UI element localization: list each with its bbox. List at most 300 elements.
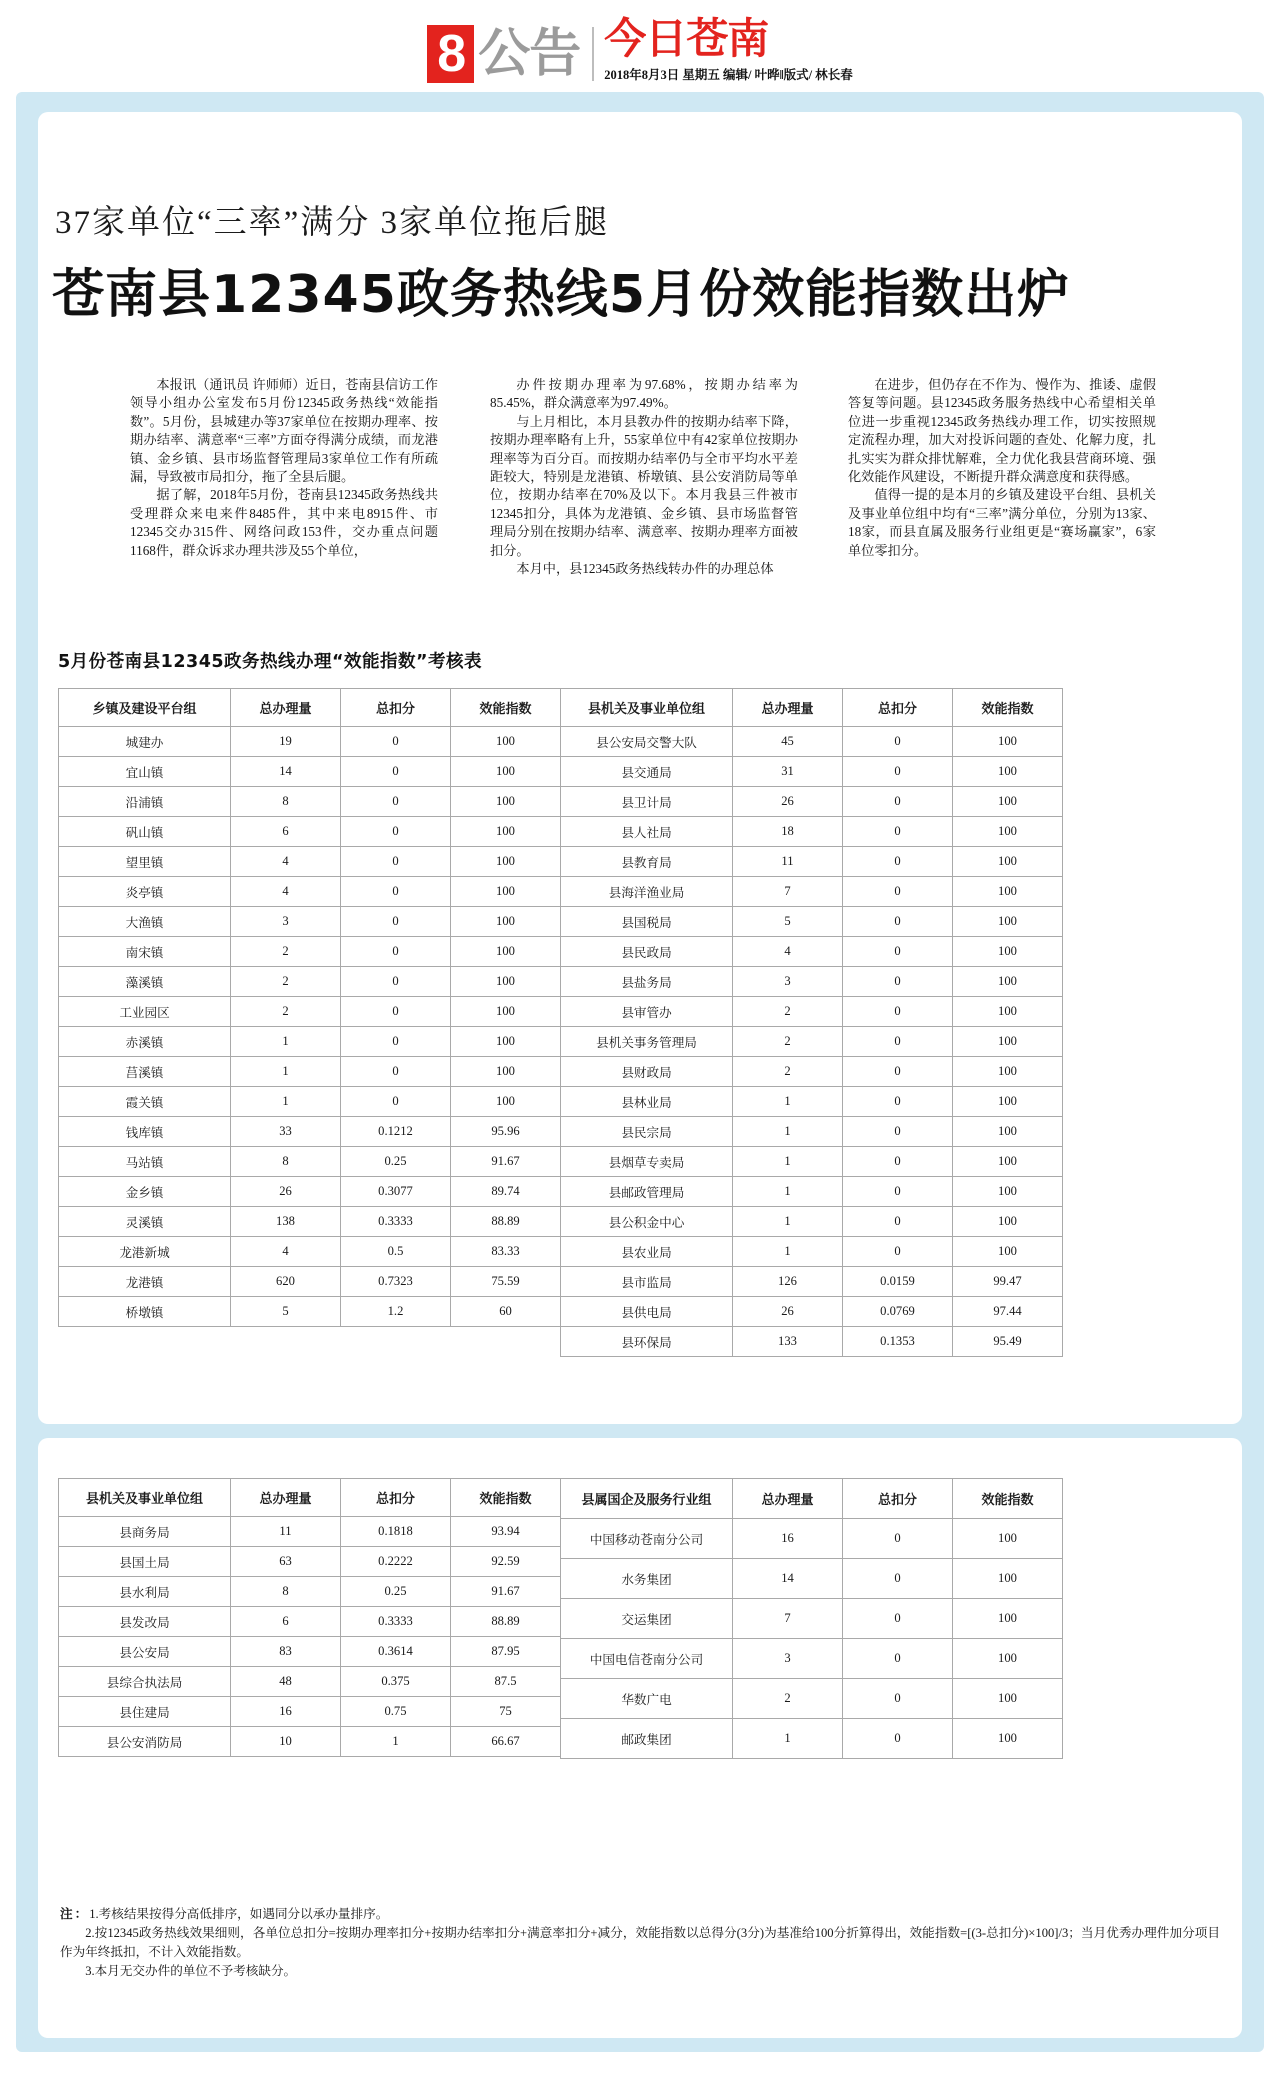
table-row: [561, 1327, 1063, 1357]
cell-total-handled: 1: [733, 1207, 843, 1237]
table-row: [59, 1297, 561, 1327]
cell-total-handled: 5: [733, 907, 843, 937]
cell-total-handled: 1: [231, 1027, 341, 1057]
table-section-title: 5月份苍南县12345政务热线办理“效能指数”考核表: [58, 652, 483, 672]
cell-total-deduction: 0: [843, 1519, 953, 1559]
cell-total-deduction: 0.3333: [341, 1207, 451, 1237]
table-row: [561, 937, 1063, 967]
cell-efficiency-index: 100: [953, 1719, 1063, 1759]
cell-total-handled: 2: [231, 967, 341, 997]
article-paragraph: 与上月相比，本月县教办件的按期办结率下降，按期办理率略有上升，55家单位中有42家单位按期办理率等为百分百。而按期办结率仍与全市平均水平差距较大，特别是龙港镇、桥墩镇、县公安消防局等单位，按期办结率在70%及以下。本月我县三件被市12345扣分，具体为龙港镇、金乡镇、县市场监督管理局分别在按期办结率、满意率、按期办理率方面被扣分。: [490, 413, 798, 558]
cell-unit-name: 县海洋渔业局: [561, 877, 733, 907]
table-agencies-a: [560, 688, 1063, 1357]
cell-efficiency-index: 100: [953, 1087, 1063, 1117]
cell-efficiency-index: 100: [953, 1679, 1063, 1719]
table-row: [561, 787, 1063, 817]
cell-total-deduction: 0.1212: [341, 1117, 451, 1147]
article-paragraph: 本月中，县12345政务热线转办件的办理总体: [516, 561, 774, 577]
table-row: [561, 817, 1063, 847]
cell-efficiency-index: 100: [953, 1559, 1063, 1599]
cell-unit-name: 县供电局: [561, 1297, 733, 1327]
cell-efficiency-index: 60: [451, 1297, 561, 1327]
cell-unit-name: 县卫计局: [561, 787, 733, 817]
cell-efficiency-index: 100: [953, 757, 1063, 787]
cell-total-deduction: 0: [341, 1027, 451, 1057]
cell-efficiency-index: 100: [953, 907, 1063, 937]
cell-efficiency-index: 100: [953, 877, 1063, 907]
column-header: 效能指数: [451, 1479, 561, 1517]
cell-unit-name: 中国电信苍南分公司: [561, 1639, 733, 1679]
cell-efficiency-index: 92.59: [451, 1547, 561, 1577]
cell-efficiency-index: 100: [451, 787, 561, 817]
cell-total-handled: 45: [733, 727, 843, 757]
cell-total-handled: 3: [733, 967, 843, 997]
column-header: 总扣分: [843, 689, 953, 727]
cell-efficiency-index: 100: [451, 817, 561, 847]
column-header: 总扣分: [341, 1479, 451, 1517]
cell-unit-name: 县民政局: [561, 937, 733, 967]
section-label: 公告: [478, 24, 581, 84]
cell-unit-name: 县农业局: [561, 1237, 733, 1267]
cell-unit-name: 县商务局: [59, 1517, 231, 1547]
cell-total-handled: 8: [231, 1577, 341, 1607]
cell-total-handled: 1: [733, 1147, 843, 1177]
cell-efficiency-index: 66.67: [451, 1727, 561, 1757]
table-row: [59, 727, 561, 757]
cell-efficiency-index: 100: [953, 1117, 1063, 1147]
cell-efficiency-index: 100: [953, 1639, 1063, 1679]
cell-efficiency-index: 88.89: [451, 1607, 561, 1637]
cell-total-handled: 14: [231, 757, 341, 787]
cell-total-deduction: 0.25: [341, 1577, 451, 1607]
notes-item: 3.本月无交办件的单位不予考核缺分。: [85, 1964, 297, 1978]
table-row: [59, 1727, 561, 1757]
cell-total-deduction: 0.1818: [341, 1517, 451, 1547]
cell-efficiency-index: 91.67: [451, 1147, 561, 1177]
cell-total-handled: 83: [231, 1637, 341, 1667]
cell-total-handled: 2: [231, 937, 341, 967]
cell-efficiency-index: 100: [953, 1599, 1063, 1639]
cell-efficiency-index: 95.96: [451, 1117, 561, 1147]
cell-total-handled: 14: [733, 1559, 843, 1599]
table-row: [59, 1207, 561, 1237]
article-paragraph: 在进步，但仍存在不作为、慢作为、推诿、虚假答复等问题。县12345政务服务热线中心希望相关单位进一步重视12345政务热线办理工作，切实按照规定流程办理，加大对投诉问题的查处、化解力度，扎扎实实为群众排忧解难，全力优化我县营商环境、强化效能作风建设，不断提升群众满意度和获得感。: [848, 377, 1156, 485]
cell-total-handled: 1: [231, 1087, 341, 1117]
cell-total-deduction: 0: [843, 1599, 953, 1639]
cell-total-deduction: 0.5: [341, 1237, 451, 1267]
cell-total-handled: 26: [733, 1297, 843, 1327]
table-row: [561, 1297, 1063, 1327]
cell-total-deduction: 0.75: [341, 1697, 451, 1727]
column-header: 总办理量: [231, 689, 341, 727]
cell-total-deduction: 0: [843, 1027, 953, 1057]
table-row: [561, 1117, 1063, 1147]
cell-efficiency-index: 100: [953, 1207, 1063, 1237]
cell-total-deduction: 1.2: [341, 1297, 451, 1327]
cell-unit-name: 县财政局: [561, 1057, 733, 1087]
cell-total-deduction: 0: [341, 877, 451, 907]
notes-section: [60, 1905, 1220, 1981]
cell-unit-name: 赤溪镇: [59, 1027, 231, 1057]
column-header: 县机关及事业单位组: [561, 689, 733, 727]
table-row: [59, 1027, 561, 1057]
cell-total-deduction: 0: [843, 877, 953, 907]
cell-total-deduction: 0: [843, 847, 953, 877]
masthead: [0, 0, 1280, 100]
table-row: [59, 787, 561, 817]
cell-unit-name: 钱库镇: [59, 1117, 231, 1147]
cell-total-deduction: 0: [843, 1559, 953, 1599]
table-row: [59, 1117, 561, 1147]
cell-unit-name: 工业园区: [59, 997, 231, 1027]
cell-total-deduction: 0: [843, 1117, 953, 1147]
cell-efficiency-index: 89.74: [451, 1177, 561, 1207]
cell-efficiency-index: 100: [451, 1057, 561, 1087]
cell-total-handled: 8: [231, 787, 341, 817]
cell-total-deduction: 0.25: [341, 1147, 451, 1177]
table-row: [59, 1577, 561, 1607]
cell-efficiency-index: 75: [451, 1697, 561, 1727]
cell-unit-name: 宜山镇: [59, 757, 231, 787]
cell-total-handled: 2: [231, 997, 341, 1027]
table-row: [561, 1679, 1063, 1719]
cell-unit-name: 马站镇: [59, 1147, 231, 1177]
cell-unit-name: 望里镇: [59, 847, 231, 877]
table-row: [561, 1057, 1063, 1087]
cell-unit-name: 邮政集团: [561, 1719, 733, 1759]
cell-total-deduction: 0: [843, 817, 953, 847]
cell-efficiency-index: 100: [451, 967, 561, 997]
cell-total-deduction: 0: [843, 1719, 953, 1759]
cell-efficiency-index: 100: [451, 907, 561, 937]
cell-total-handled: 2: [733, 1027, 843, 1057]
dateline: 2018年8月3日 星期五 编辑/ 叶晔‖版式/ 林长春: [604, 68, 853, 82]
table-row: [59, 757, 561, 787]
cell-total-handled: 26: [231, 1177, 341, 1207]
table-row: [561, 907, 1063, 937]
cell-total-deduction: 0: [341, 787, 451, 817]
cell-unit-name: 城建办: [59, 727, 231, 757]
table-row: [59, 1177, 561, 1207]
cell-total-handled: 26: [733, 787, 843, 817]
paper-name: 今日苍南: [604, 14, 769, 63]
cell-total-deduction: 0.2222: [341, 1547, 451, 1577]
cell-total-handled: 2: [733, 997, 843, 1027]
cell-unit-name: 县邮政管理局: [561, 1177, 733, 1207]
cell-total-deduction: 0: [341, 757, 451, 787]
cell-efficiency-index: 100: [953, 937, 1063, 967]
cell-total-deduction: 0: [341, 1087, 451, 1117]
cell-total-handled: 10: [231, 1727, 341, 1757]
cell-total-handled: 1: [733, 1719, 843, 1759]
cell-total-deduction: 0: [843, 1639, 953, 1679]
cell-total-deduction: 0: [341, 937, 451, 967]
table-row: [59, 1547, 561, 1577]
cell-unit-name: 霞关镇: [59, 1087, 231, 1117]
cell-total-handled: 2: [733, 1679, 843, 1719]
cell-total-deduction: 0.375: [341, 1667, 451, 1697]
cell-unit-name: 县国税局: [561, 907, 733, 937]
column-header: 效能指数: [451, 689, 561, 727]
cell-total-deduction: 0: [341, 997, 451, 1027]
cell-total-handled: 16: [231, 1697, 341, 1727]
cell-unit-name: 炎亭镇: [59, 877, 231, 907]
cell-unit-name: 县公安消防局: [59, 1727, 231, 1757]
cell-efficiency-index: 100: [953, 1027, 1063, 1057]
cell-total-deduction: 1: [341, 1727, 451, 1757]
cell-efficiency-index: 100: [953, 817, 1063, 847]
cell-total-handled: 18: [733, 817, 843, 847]
cell-unit-name: 县环保局: [561, 1327, 733, 1357]
column-header: 总扣分: [843, 1479, 953, 1519]
table-row: [561, 1639, 1063, 1679]
cell-total-handled: 19: [231, 727, 341, 757]
cell-unit-name: 县教育局: [561, 847, 733, 877]
cell-total-deduction: 0.3077: [341, 1177, 451, 1207]
cell-efficiency-index: 100: [953, 1057, 1063, 1087]
cell-total-handled: 138: [231, 1207, 341, 1237]
cell-total-handled: 4: [231, 1237, 341, 1267]
cell-total-deduction: 0: [843, 1057, 953, 1087]
cell-efficiency-index: 87.5: [451, 1667, 561, 1697]
cell-unit-name: 县发改局: [59, 1607, 231, 1637]
cell-total-handled: 1: [733, 1177, 843, 1207]
cell-total-handled: 48: [231, 1667, 341, 1697]
column-header: 县机关及事业单位组: [59, 1479, 231, 1517]
table-header-row: [561, 689, 1063, 727]
cell-total-handled: 11: [231, 1517, 341, 1547]
table-row: [59, 997, 561, 1027]
table-row: [59, 1237, 561, 1267]
table-row: [561, 847, 1063, 877]
cell-unit-name: 桥墩镇: [59, 1297, 231, 1327]
cell-efficiency-index: 100: [953, 967, 1063, 997]
cell-total-handled: 3: [733, 1639, 843, 1679]
cell-total-deduction: 0: [843, 1237, 953, 1267]
cell-efficiency-index: 100: [953, 1519, 1063, 1559]
cell-unit-name: 矾山镇: [59, 817, 231, 847]
cell-unit-name: 县烟草专卖局: [561, 1147, 733, 1177]
table-row: [561, 1719, 1063, 1759]
table-header-row: [59, 689, 561, 727]
column-header: 总办理量: [733, 1479, 843, 1519]
table-header-row: [561, 1479, 1063, 1519]
column-header: 总扣分: [341, 689, 451, 727]
cell-total-handled: 4: [231, 847, 341, 877]
cell-total-handled: 7: [733, 1599, 843, 1639]
masthead-divider: [592, 27, 594, 81]
notes-item: 2.按12345政务热线效果细则，各单位总扣分=按期办理率扣分+按期办结率扣分+满意率扣分+减分，效能指数以总得分(3分)为基准给100分折算得出，效能指数=[(3-总扣分)×100]/3；当月优秀办理件加分项目作为年终抵扣，不计入效能指数。: [60, 1926, 1220, 1959]
cell-unit-name: 县水利局: [59, 1577, 231, 1607]
cell-unit-name: 县机关事务管理局: [561, 1027, 733, 1057]
cell-total-handled: 16: [733, 1519, 843, 1559]
cell-total-handled: 133: [733, 1327, 843, 1357]
table-row: [59, 1267, 561, 1297]
cell-efficiency-index: 100: [451, 847, 561, 877]
cell-total-deduction: 0: [843, 727, 953, 757]
cell-total-deduction: 0: [341, 1057, 451, 1087]
cell-total-handled: 1: [733, 1237, 843, 1267]
cell-unit-name: 水务集团: [561, 1559, 733, 1599]
cell-total-deduction: 0: [341, 847, 451, 877]
cell-total-handled: 1: [231, 1057, 341, 1087]
masthead-right: [604, 14, 853, 83]
cell-total-deduction: 0: [341, 817, 451, 847]
cell-total-deduction: 0: [843, 1087, 953, 1117]
cell-unit-name: 县交通局: [561, 757, 733, 787]
cell-unit-name: 华数广电: [561, 1679, 733, 1719]
cell-unit-name: 县国土局: [59, 1547, 231, 1577]
table-row: [59, 1607, 561, 1637]
cell-unit-name: 沿浦镇: [59, 787, 231, 817]
cell-total-handled: 620: [231, 1267, 341, 1297]
cell-efficiency-index: 93.94: [451, 1517, 561, 1547]
table-row: [59, 847, 561, 877]
cell-unit-name: 中国移动苍南分公司: [561, 1519, 733, 1559]
article-column-3: [848, 376, 1156, 612]
table-row: [59, 907, 561, 937]
cell-unit-name: 县公积金中心: [561, 1207, 733, 1237]
cell-total-deduction: 0: [341, 967, 451, 997]
cell-unit-name: 县综合执法局: [59, 1667, 231, 1697]
table-row: [561, 757, 1063, 787]
cell-efficiency-index: 75.59: [451, 1267, 561, 1297]
table-row: [59, 1517, 561, 1547]
table-row: [561, 1177, 1063, 1207]
cell-total-deduction: 0.3333: [341, 1607, 451, 1637]
cell-unit-name: 龙港镇: [59, 1267, 231, 1297]
cell-total-deduction: 0: [843, 967, 953, 997]
cell-total-deduction: 0.0769: [843, 1297, 953, 1327]
cell-total-deduction: 0.1353: [843, 1327, 953, 1357]
cell-unit-name: 县公安局: [59, 1637, 231, 1667]
notes-text: 1.考核结果按得分高低排序，如遇同分以承办量排序。: [89, 1907, 389, 1921]
cell-unit-name: 藻溪镇: [59, 967, 231, 997]
cell-unit-name: 灵溪镇: [59, 1207, 231, 1237]
cell-efficiency-index: 100: [451, 727, 561, 757]
article-subhead: 37家单位“三率”满分 3家单位拖后腿: [55, 205, 610, 241]
notes-label: 注：: [60, 1907, 90, 1921]
cell-unit-name: 县住建局: [59, 1697, 231, 1727]
table-row: [561, 1237, 1063, 1267]
table-soe: [560, 1478, 1063, 1759]
cell-total-handled: 1: [733, 1117, 843, 1147]
article-column-1: [130, 376, 438, 612]
cell-total-deduction: 0: [843, 1679, 953, 1719]
cell-efficiency-index: 95.49: [953, 1327, 1063, 1357]
cell-total-deduction: 0.7323: [341, 1267, 451, 1297]
table-row: [59, 1057, 561, 1087]
page-title: 苍南县12345政务热线5月份效能指数出炉: [52, 265, 1071, 325]
cell-unit-name: 南宋镇: [59, 937, 231, 967]
cell-unit-name: 县民宗局: [561, 1117, 733, 1147]
table-row: [561, 967, 1063, 997]
cell-total-handled: 63: [231, 1547, 341, 1577]
table-row: [59, 1087, 561, 1117]
column-header: 县属国企及服务行业组: [561, 1479, 733, 1519]
cell-total-deduction: 0: [843, 1147, 953, 1177]
cell-unit-name: 大渔镇: [59, 907, 231, 937]
column-header: 总办理量: [733, 689, 843, 727]
cell-efficiency-index: 100: [953, 727, 1063, 757]
cell-efficiency-index: 100: [451, 757, 561, 787]
table-row: [561, 1559, 1063, 1599]
cell-efficiency-index: 97.44: [953, 1297, 1063, 1327]
cell-total-deduction: 0.3614: [341, 1637, 451, 1667]
cell-total-deduction: 0.0159: [843, 1267, 953, 1297]
cell-efficiency-index: 100: [953, 1147, 1063, 1177]
article-paragraph: 值得一提的是本月的乡镇及建设平台组、县机关及事业单位组中均有“三率”满分单位，分别为13家、18家，而县直属及服务行业组更是“赛场赢家”，6家单位零扣分。: [848, 487, 1156, 558]
cell-total-handled: 126: [733, 1267, 843, 1297]
cell-total-handled: 2: [733, 1057, 843, 1087]
table-row: [59, 1147, 561, 1177]
article-paragraph: 本报讯（通讯员 许师师）近日，苍南县信访工作领导小组办公室发布5月份12345政务热线“效能指数”。5月份，县城建办等37家单位在按期办理率、按期办结率、满意率“三率”方面夺得满分成绩，而龙港镇、金乡镇、县市场监督管理局3家单位工作有所疏漏，导致被市局扣分，拖了全县后腿。: [130, 377, 438, 485]
table-row: [59, 1697, 561, 1727]
cell-unit-name: 县人社局: [561, 817, 733, 847]
cell-total-deduction: 0: [843, 787, 953, 817]
cell-total-handled: 4: [733, 937, 843, 967]
cell-efficiency-index: 100: [953, 1177, 1063, 1207]
cell-total-deduction: 0: [843, 1207, 953, 1237]
cell-efficiency-index: 87.95: [451, 1637, 561, 1667]
cell-total-handled: 7: [733, 877, 843, 907]
table-row: [561, 1207, 1063, 1237]
table-row: [561, 727, 1063, 757]
cell-efficiency-index: 99.47: [953, 1267, 1063, 1297]
article-body: [130, 376, 1170, 612]
cell-total-deduction: 0: [843, 907, 953, 937]
table-agencies-b: [58, 1478, 561, 1757]
cell-unit-name: 县公安局交警大队: [561, 727, 733, 757]
cell-unit-name: 交运集团: [561, 1599, 733, 1639]
cell-total-handled: 11: [733, 847, 843, 877]
table-header-row: [59, 1479, 561, 1517]
cell-efficiency-index: 100: [953, 1237, 1063, 1267]
cell-unit-name: 县市监局: [561, 1267, 733, 1297]
cell-efficiency-index: 83.33: [451, 1237, 561, 1267]
table-row: [561, 1027, 1063, 1057]
cell-total-deduction: 0: [843, 1177, 953, 1207]
cell-total-deduction: 0: [843, 757, 953, 787]
article-paragraph: 据了解，2018年5月份，苍南县12345政务热线共受理群众来电来件8485件，其中来电8915件、市12345交办315件、网络问政153件，交办重点问题1168件，群众诉求办理共涉及55个单位，: [130, 487, 438, 558]
cell-total-handled: 3: [231, 907, 341, 937]
table-row: [561, 1519, 1063, 1559]
cell-total-handled: 6: [231, 817, 341, 847]
table-townships: [58, 688, 561, 1327]
table-row: [59, 877, 561, 907]
cell-total-handled: 5: [231, 1297, 341, 1327]
column-header: 效能指数: [953, 689, 1063, 727]
table-row: [561, 1147, 1063, 1177]
table-row: [59, 967, 561, 997]
masthead-inner: [427, 14, 853, 84]
table-row: [561, 1087, 1063, 1117]
cell-total-handled: 6: [231, 1607, 341, 1637]
column-header: 效能指数: [953, 1479, 1063, 1519]
cell-unit-name: 龙港新城: [59, 1237, 231, 1267]
table-row: [561, 1267, 1063, 1297]
cell-total-handled: 33: [231, 1117, 341, 1147]
notes-item: [60, 1905, 1220, 1924]
cell-efficiency-index: 100: [451, 877, 561, 907]
cell-efficiency-index: 100: [451, 1027, 561, 1057]
column-header: 总办理量: [231, 1479, 341, 1517]
table-row: [59, 817, 561, 847]
cell-efficiency-index: 100: [953, 787, 1063, 817]
table-row: [59, 1667, 561, 1697]
cell-total-handled: 4: [231, 877, 341, 907]
column-header: 乡镇及建设平台组: [59, 689, 231, 727]
